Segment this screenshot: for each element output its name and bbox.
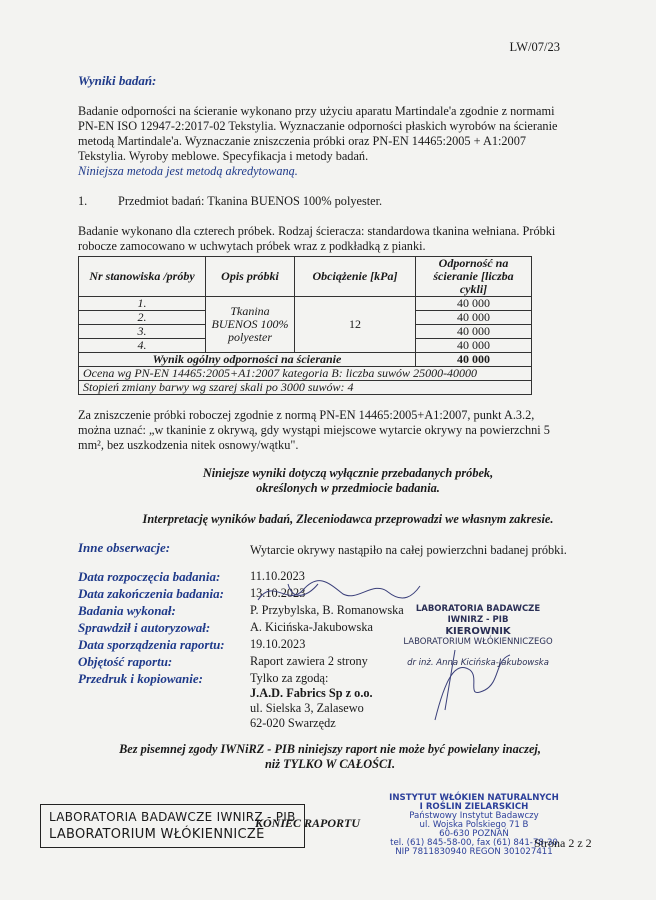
scope-line-2: określonych w przedmiocie badania. — [256, 481, 440, 495]
lab-manager-stamp — [402, 604, 554, 669]
inst-line-3: Państwowy Instytut Badawczy — [409, 811, 539, 821]
document-code: LW/07/23 — [509, 40, 560, 54]
end-date-value: 13.10.2023 — [250, 586, 306, 600]
col-header-description: Opis próbki — [206, 257, 295, 297]
row-result: 40 000 — [416, 311, 532, 325]
checked-by-label: Sprawdził i autoryzował: — [78, 620, 211, 635]
lab-stamp-line-2: KIEROWNIK — [445, 626, 511, 637]
results-table — [78, 256, 532, 395]
box-line-2: LABORATORIUM WŁÓKIENNICZE — [49, 827, 265, 842]
scope-notice — [78, 466, 618, 496]
row-result: 40 000 — [416, 297, 532, 311]
lab-stamp-line-3: LABORATORIUM WŁÓKIENNICZEGO — [403, 637, 553, 647]
overall-row — [79, 353, 532, 367]
footer-notice-line-1: Bez pisemnej zgody IWNiRZ - PIB niniejszy raport nie może być powielany inaczej, — [119, 742, 541, 756]
inst-line-7: NIP 7811830940 REGON 301027411 — [395, 847, 553, 857]
reprint-address-2: 62-020 Swarzędz — [250, 716, 336, 730]
inst-line-5: 60-630 POZNAŃ — [439, 829, 509, 839]
end-date-label: Data zakończenia badania: — [78, 586, 224, 601]
report-date-value: 19.10.2023 — [250, 637, 306, 651]
reprint-value: Tylko za zgodą: — [250, 671, 329, 685]
performed-by-value: P. Przybylska, B. Romanowska — [250, 603, 404, 617]
overall-value: 40 000 — [416, 353, 532, 367]
interpretation-notice: Interpretację wyników badań, Zleceniodawca przeprowadzi we własnym zakresie. — [142, 512, 554, 526]
row-result: 40 000 — [416, 325, 532, 339]
samples-description: Badanie wykonano dla czterech próbek. Rodzaj ścieracza: standardowa tkanina wełniana. Próbki robocze zamocowano w uchwytach próbek wraz z podkładką z pianki. — [78, 224, 556, 253]
report-date-label: Data sporządzenia raportu: — [78, 637, 225, 652]
row-result: 40 000 — [416, 339, 532, 353]
reprint-label: Przedruk i kopiowanie: — [78, 671, 203, 686]
volume-value: Raport zawiera 2 strony — [250, 654, 368, 668]
observations-label: Inne obserwacje: — [78, 540, 171, 555]
test-subject — [78, 194, 382, 209]
col-header-abrasion: Odporność na ścieranie [liczba cykli] — [416, 257, 532, 297]
performed-by-label: Badania wykonał: — [78, 603, 176, 618]
row-nr: 4. — [79, 339, 206, 353]
overall-label: Wynik ogólny odporności na ścieranie — [79, 353, 416, 367]
volume-label: Objętość raportu: — [78, 654, 173, 669]
page-number: Strona 2 z 2 — [534, 836, 592, 850]
load-value: 12 — [295, 297, 416, 353]
row-nr: 1. — [79, 297, 206, 311]
table-row — [79, 297, 532, 311]
lab-stamp-line-1: LABORATORIA BADAWCZE IWNIRZ - PIB — [415, 604, 541, 625]
footer-notice — [60, 742, 600, 772]
inst-line-1: INSTYTUT WŁÓKIEN NATURALNYCH — [389, 793, 559, 803]
color-change-row — [79, 381, 532, 395]
signature-romanowska — [248, 572, 428, 612]
rating-text: Ocena wg PN-EN 14465:2005+A1:2007 kategoria B: liczba suwów 25000-40000 — [79, 367, 532, 381]
item-number: 1. — [78, 194, 88, 208]
col-header-station: Nr stanowiska /próby — [79, 257, 206, 297]
reprint-company: J.A.D. Fabrics Sp z o.o. — [250, 686, 373, 700]
row-nr: 3. — [79, 325, 206, 339]
results-heading: Wyniki badań: — [78, 73, 157, 88]
sample-description: Tkanina BUENOS 100% polyester — [206, 297, 295, 353]
end-of-report: KONIEC RAPORTU — [255, 816, 361, 830]
inst-line-6: tel. (61) 845-58-00, fax (61) 841-78-30 — [390, 838, 558, 848]
color-change-text: Stopień zmiany barwy wg szarej skali po 3000 suwów: 4 — [79, 381, 532, 395]
checked-by-value: A. Kicińska-Jakubowska — [250, 620, 373, 634]
inst-line-2: I ROŚLIN ZIELARSKICH — [419, 802, 529, 812]
start-date-value: 11.10.2023 — [250, 569, 305, 583]
results-intro: Badanie odporności na ścieranie wykonano przy użyciu aparatu Martindale'a zgodnie z normami PN-EN ISO 12947-2:2017-02 Tekstylia. Wyznaczanie odporności płaskich wyrobów na ścieranie metodą Martindale'a. Wyznaczanie zniszczenia próbki oraz PN-EN 14465:2005 + A1:2007 Tekstylia. Wyroby meblowe. Specyfikacja i metody badań. — [78, 104, 558, 163]
start-date-label: Data rozpoczęcia badania: — [78, 569, 221, 584]
inst-line-4: ul. Wojska Polskiego 71 B — [419, 820, 529, 830]
conclusion-text: Za zniszczenie próbki roboczej zgodnie z normą PN-EN 14465:2005+A1:2007, punkt A.3.2, można uznać: „w tkaninie z okrywą, gdy wystąpi miejscowe wytarcie okrywy na powierzchni 5 mm², bez uszkodzenia nitek osnowy/wątku". — [78, 408, 550, 452]
lab-stamp-line-4: dr inż. Anna Kicińska-Jakubowska — [407, 658, 549, 668]
row-nr: 2. — [79, 311, 206, 325]
observations-value: Wytarcie okrywy nastąpiło na całej powierzchni badanej próbki. — [250, 543, 567, 557]
footer-notice-line-2: niż TYLKO W CAŁOŚCI. — [264, 757, 396, 771]
box-line-1: LABORATORIA BADAWCZE IWNIRZ - PIB — [49, 810, 296, 824]
accredited-note: Niniejsza metoda jest metodą akredytowaną. — [78, 164, 298, 178]
col-header-load: Obciążenie [kPa] — [295, 257, 416, 297]
reprint-permission — [250, 671, 373, 731]
scope-line-1: Niniejsze wyniki dotyczą wyłącznie przebadanych próbek, — [202, 466, 494, 480]
reprint-address-1: ul. Sielska 3, Zalasewo — [250, 701, 364, 715]
item-text: Przedmiot badań: Tkanina BUENOS 100% polyester. — [118, 194, 383, 208]
rating-row — [79, 367, 532, 381]
